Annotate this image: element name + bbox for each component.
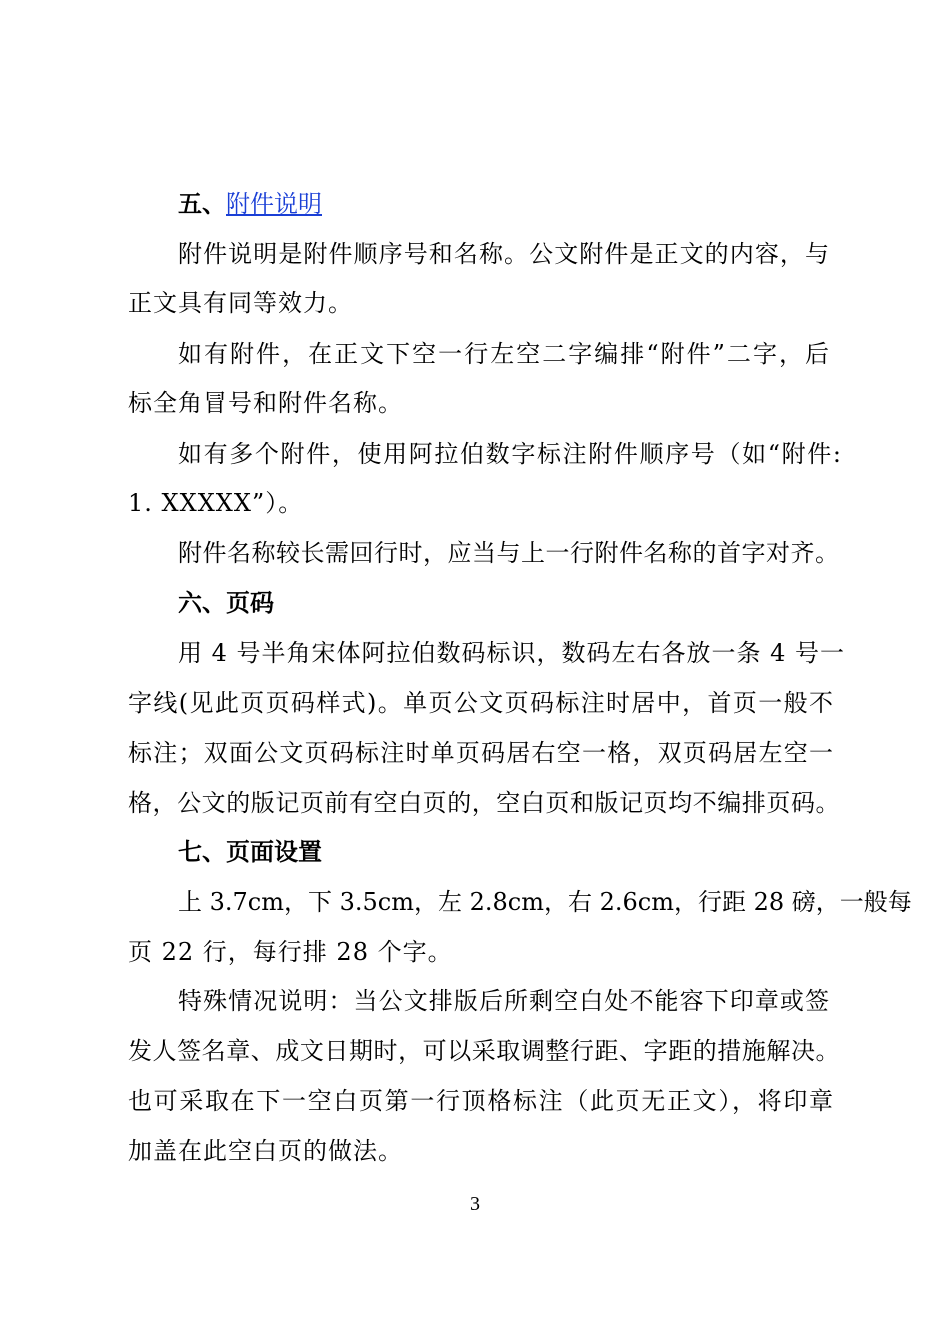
page-number: 3 bbox=[470, 1193, 480, 1215]
paragraph-line: 如有多个附件，使用阿拉伯数字标注附件顺序号（如“附件: bbox=[178, 440, 842, 468]
paragraph-line: 1. XXXXX”）。 bbox=[128, 489, 304, 517]
paragraph-line: 上 3.7cm，下 3.5cm，左 2.8cm，右 2.6cm，行距 28 磅，一般每 bbox=[178, 888, 912, 916]
paragraph-line: 用 4 号半角宋体阿拉伯数码标识，数码左右各放一条 4 号一 bbox=[178, 639, 846, 667]
paragraph-line: 字线(见此页页码样式)。单页公文页码标注时居中，首页一般不 bbox=[128, 689, 834, 717]
section-heading-attachments bbox=[178, 190, 884, 218]
paragraph-line: 发人签名章、成文日期时，可以采取调整行距、字距的措施解决。 bbox=[128, 1037, 840, 1065]
paragraph-line: 附件说明是附件顺序号和名称。公文附件是正文的内容，与 bbox=[178, 240, 830, 268]
paragraph-line: 标全角冒号和附件名称。 bbox=[128, 389, 403, 417]
paragraph-line: 如有附件，在正文下空一行左空二字编排“附件”二字，后 bbox=[178, 340, 830, 368]
attachments-link[interactable]: 附件说明 bbox=[226, 190, 322, 218]
paragraph-line: 加盖在此空白页的做法。 bbox=[128, 1137, 403, 1165]
paragraph-line: 也可采取在下一空白页第一行顶格标注（此页无正文），将印章 bbox=[128, 1087, 834, 1115]
paragraph-line: 特殊情况说明：当公文排版后所剩空白处不能容下印章或签 bbox=[178, 987, 830, 1015]
paragraph-line: 正文具有同等效力。 bbox=[128, 289, 353, 317]
paragraph-line: 格，公文的版记页前有空白页的，空白页和版记页均不编排页码。 bbox=[128, 789, 840, 817]
paragraph-line: 页 22 行，每行排 28 个字。 bbox=[128, 938, 453, 966]
section-heading-page-setup: 七、页面设置 bbox=[178, 838, 322, 866]
paragraph-line: 附件名称较长需回行时，应当与上一行附件名称的首字对齐。 bbox=[178, 539, 840, 567]
section-heading-page-number: 六、页码 bbox=[178, 589, 274, 617]
paragraph-line: 标注；双面公文页码标注时单页码居右空一格，双页码居左空一 bbox=[128, 739, 834, 767]
section-number: 五、 bbox=[178, 190, 226, 218]
